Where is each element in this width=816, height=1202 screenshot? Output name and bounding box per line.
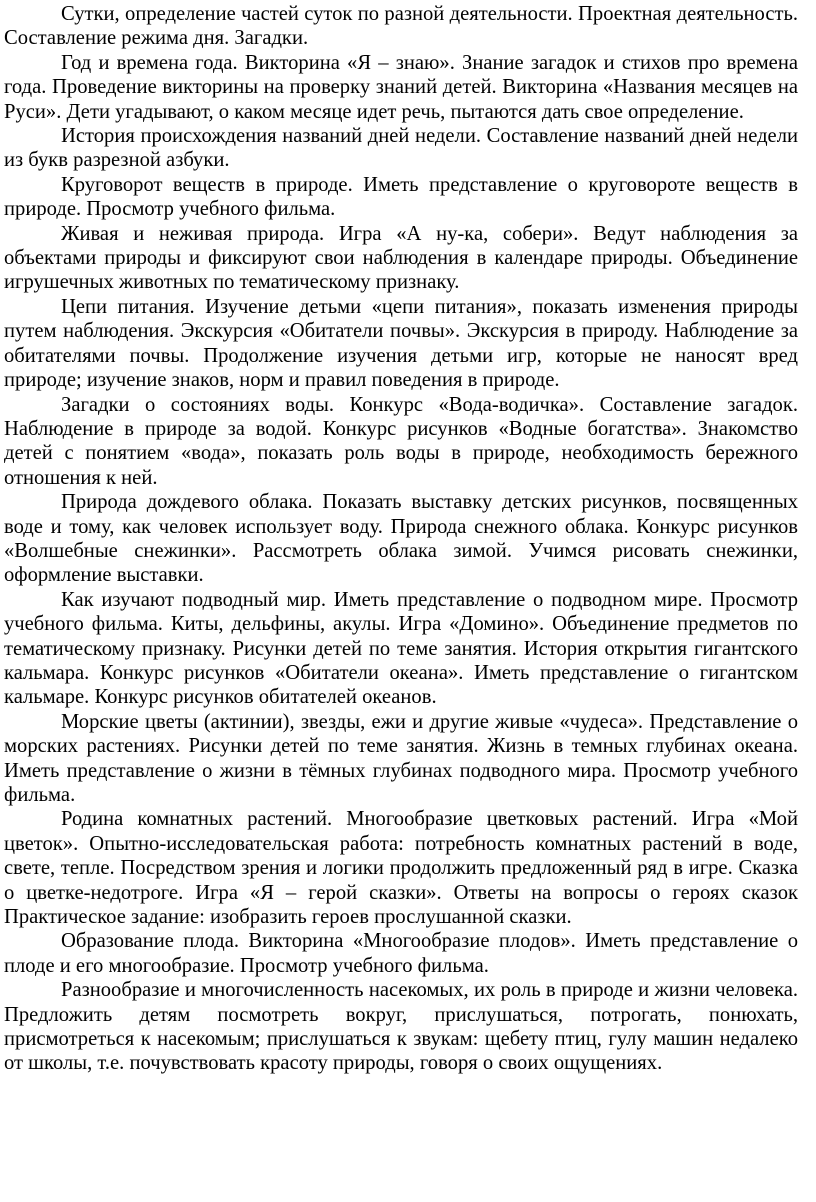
paragraph-weekdays-history: История происхождения названий дней недели. Составление названий дней недели из букв разрезной азбуки. xyxy=(4,125,798,172)
paragraph-insects: Разнообразие и многочисленность насекомых, их роль в природе и жизни человека. Предложить детям посмотреть вокруг, прислушаться, потрогать, понюхать, присмотреться к насекомым; прислушаться к звукам: щебету птиц, гулу машин недалеко от школы, т.е. почувствовать красоту природы, говоря о своих ощущениях. xyxy=(4,979,798,1075)
paragraph-sea-flowers: Морские цветы (актинии), звезды, ежи и другие живые «чудеса». Представление о морских растениях. Рисунки детей по теме занятия. Жизнь в темных глубинах океана. Иметь представление о жизни в тёмных глубинах подводного мира. Просмотр учебного фильма. xyxy=(4,710,798,806)
paragraph-rain-cloud: Природа дождевого облака. Показать выставку детских рисунков, посвященных воде и тому, как человек использует воду. Природа снежного облака. Конкурс рисунков «Волшебные снежинки». Рассмотреть облака зимой. Учимся рисовать снежинки, оформление выставки. xyxy=(4,491,798,587)
paragraph-houseplants: Родина комнатных растений. Многообразие цветковых растений. Игра «Мой цветок». Опытно-исследовательская работа: потребность комнатных растений в воде, свете, тепле. Посредством зрения и логики продолжить предложенный ряд в игре. Сказка о цветке-недотроге. Игра «Я – герой сказки». Ответы на вопросы о героях сказок Практическое задание: изобразить героев прослушанной сказки. xyxy=(4,808,798,929)
paragraph-year-seasons: Год и времена года. Викторина «Я – знаю». Знание загадок и стихов про времена года. Проведение викторины на проверку знаний детей. Викторина «Названия месяцев на Руси». Дети угадывают, о каком месяце идет речь, пытаются дать свое определение. xyxy=(4,51,798,123)
paragraph-day-parts: Сутки, определение частей суток по разной деятельности. Проектная деятельность. Составление режима дня. Загадки. xyxy=(4,3,798,50)
paragraph-fruit-formation: Образование плода. Викторина «Многообразие плодов». Иметь представление о плоде и его многообразие. Просмотр учебного фильма. xyxy=(4,930,798,977)
paragraph-living-nature: Живая и неживая природа. Игра «А ну-ка, собери». Ведут наблюдения за объектами природы и фиксируют свои наблюдения в календаре природы. Объединение игрушечных животных по тематическому признаку. xyxy=(4,222,798,294)
paragraph-food-chains: Цепи питания. Изучение детьми «цепи питания», показать изменения природы путем наблюдения. Экскурсия «Обитатели почвы». Экскурсия в природу. Наблюдение за обитателями почвы. Продолжение изучения детьми игр, которые не наносят вред природе; изучение знаков, норм и правил поведения в природе. xyxy=(4,295,798,392)
paragraph-water-riddles: Загадки о состояниях воды. Конкурс «Вода-водичка». Составление загадок. Наблюдение в природе за водой. Конкурс рисунков «Водные богатства». Знакомство детей с понятием «вода», показать роль воды в природе, необходимость бережного отношения к ней. xyxy=(4,393,798,489)
paragraph-substance-cycle: Круговорот веществ в природе. Иметь представление о круговороте веществ в природе. Просмотр учебного фильма. xyxy=(4,173,798,221)
paragraph-underwater-world: Как изучают подводный мир. Иметь представление о подводном мире. Просмотр учебного фильма. Киты, дельфины, акулы. Игра «Домино». Объединение предметов по тематическому признаку. Рисунки детей по теме занятия. История открытия гигантского кальмара. Конкурс рисунков «Обитатели океана». Иметь представление о гигантском кальмаре. Конкурс рисунков обитателей океанов. xyxy=(4,588,798,709)
